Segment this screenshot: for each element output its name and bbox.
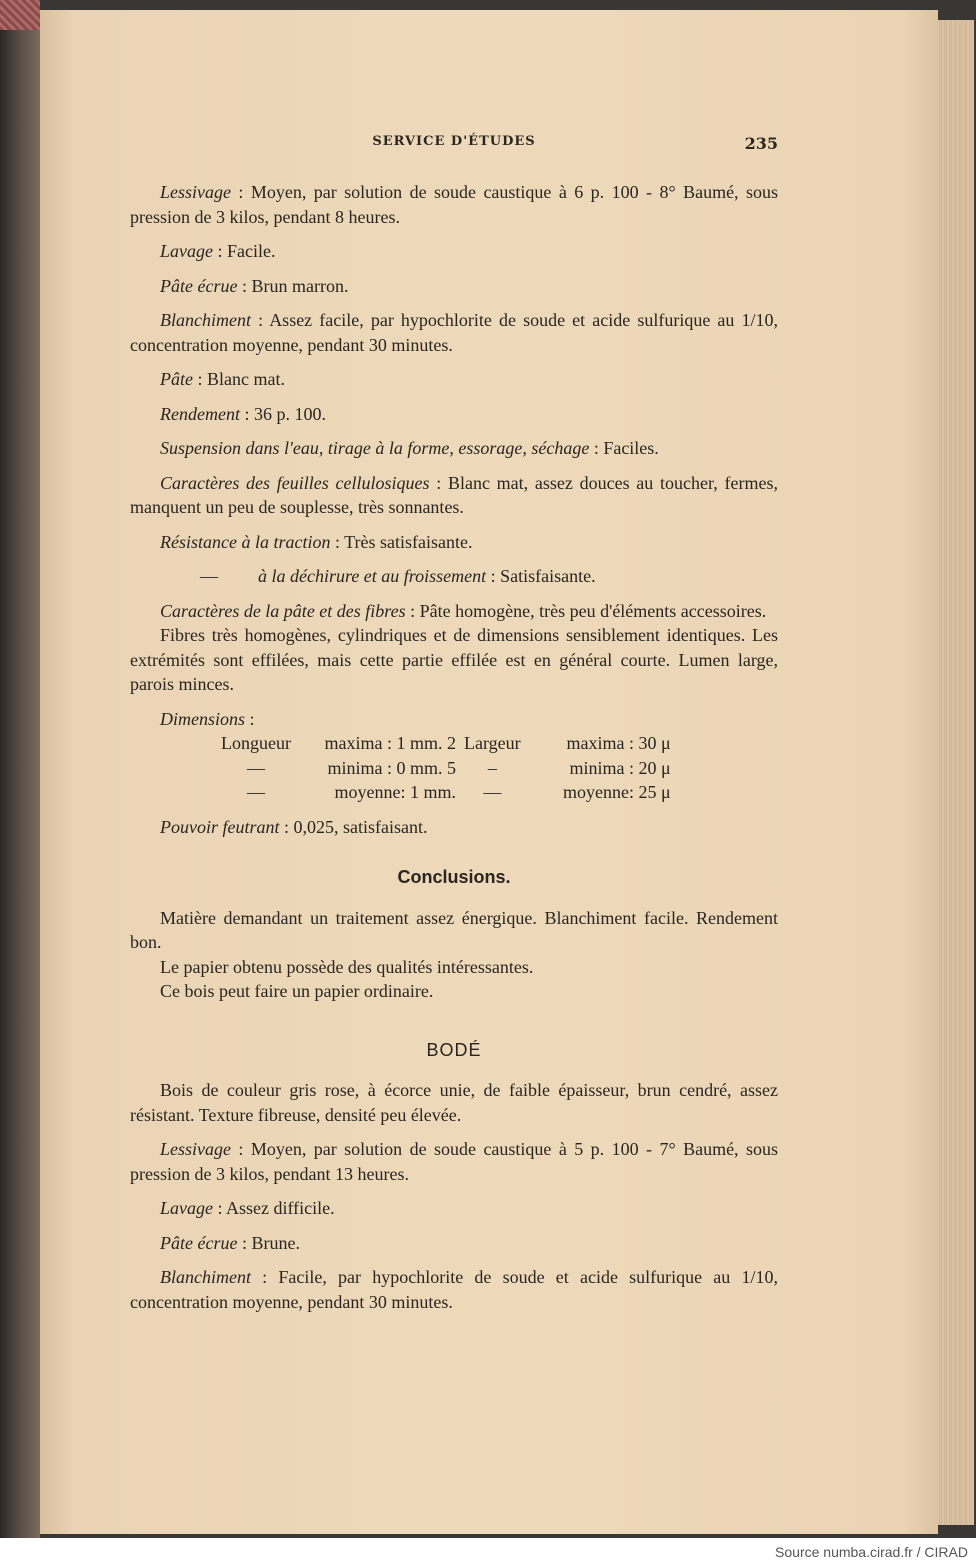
text-dechirure: : Satisfaisante. <box>486 566 596 586</box>
dimensions-cell: Largeur <box>464 733 521 753</box>
dimensions-row <box>206 731 671 756</box>
page-number: 235 <box>744 134 778 153</box>
label-caracteres-pate: Caractères de la pâte et des fibres <box>160 600 406 621</box>
label-lessivage: Lessivage <box>160 182 231 202</box>
label-resistance: Résistance à la traction <box>160 531 331 552</box>
bode-text-lavage: : Assez difficile. <box>213 1198 335 1218</box>
label-dimensions: Dimensions <box>160 708 245 729</box>
text-caracteres-feuilles: : Blanc mat, assez douces au toucher, fermes, manquent un peu de souplesse, très sonnantes. <box>130 472 778 517</box>
binding-headband <box>0 0 40 30</box>
paragraph-dechirure <box>130 564 778 589</box>
label-suspension: Suspension dans l'eau, tirage à la forme, essorage, séchage <box>160 438 590 458</box>
running-head: SERVICE D'ÉTUDES <box>372 134 536 149</box>
conclusions-heading: Conclusions. <box>397 867 511 887</box>
paragraph-lavage <box>130 239 778 264</box>
bode-text-lessivage: : Moyen, par solution de soude caustique à 5 p. 100 - 7° Baumé, sous pression de 3 kilos, pendant 13 heures. <box>130 1139 778 1184</box>
label-pouvoir: Pouvoir feutrant <box>160 816 280 837</box>
dimensions-cell: minima : 20 μ <box>569 757 671 778</box>
dimensions-cell: minima : 0 mm. 5 <box>327 757 456 778</box>
label-lavage: Lavage <box>160 241 213 261</box>
dimensions-cell: maxima : 30 μ <box>566 733 671 753</box>
dimensions-cell: moyenne: 1 mm. <box>334 782 456 802</box>
dimensions-cell: — <box>247 757 265 778</box>
dimensions-cell: — <box>247 782 265 802</box>
bode-text-pate-ecrue: : Brune. <box>237 1232 300 1253</box>
dimensions-cell: – <box>487 757 497 778</box>
bode-text-blanchiment: : Facile, par hypochlorite de soude et acide sulfurique au 1/10, concentration moyenne, pendant 30 minutes. <box>130 1267 778 1312</box>
paragraph-blanchiment <box>130 308 778 357</box>
bode-label-pate-ecrue: Pâte écrue <box>160 1232 238 1253</box>
label-caracteres-feuilles: Caractères des feuilles cellulosiques <box>160 472 430 493</box>
dimensions-row <box>206 780 671 805</box>
text-lavage: : Facile. <box>213 241 276 261</box>
dimensions-table <box>130 731 778 805</box>
paragraph-pate-ecrue <box>130 274 778 299</box>
ditto-dash: — <box>200 566 218 586</box>
paragraph-fibres: Fibres très homogènes, cylindriques et de dimensions sensiblement identiques. Les extrémités sont effilées, mais cette partie effilée est en général courte. Lumen large, parois minces. <box>130 625 778 694</box>
bode-description: Bois de couleur gris rose, à écorce unie, de faible épaisseur, brun cendré, assez résistant. Texture fibreuse, densité peu élevée. <box>130 1080 778 1125</box>
conclusion-paragraph-3: Ce bois peut faire un papier ordinaire. <box>160 981 434 1001</box>
species-heading-bode: BODÉ <box>426 1039 482 1060</box>
text-suspension: : Faciles. <box>589 438 659 458</box>
page-body <box>130 180 778 1324</box>
bode-label-lavage: Lavage <box>160 1198 213 1218</box>
label-pate: Pâte <box>160 369 193 389</box>
text-blanchiment: : Assez facile, par hypochlorite de soude et acide sulfurique au 1/10, concentration moyenne, pendant 30 minutes. <box>130 310 778 355</box>
paragraph-caracteres-pate <box>130 599 778 624</box>
conclusion-paragraph-2: Le papier obtenu possède des qualités intéressantes. <box>160 956 534 977</box>
label-rendement: Rendement <box>160 403 240 424</box>
text-lessivage: : Moyen, par solution de soude caustique à 6 p. 100 - 8° Baumé, sous pression de 3 kilos, pendant 8 heures. <box>130 182 778 227</box>
paragraph-rendement <box>130 402 778 427</box>
text-pate: : Blanc mat. <box>193 369 285 389</box>
bode-label-blanchiment: Blanchiment <box>160 1267 251 1287</box>
label-pate-ecrue: Pâte écrue <box>160 275 238 296</box>
conclusion-paragraph-1: Matière demandant un traitement assez énergique. Blanchiment facile. Rendement bon. <box>130 907 778 952</box>
paragraph-resistance <box>130 530 778 555</box>
dimensions-cell: moyenne: 25 μ <box>563 782 671 802</box>
dimensions-colon: : <box>245 708 255 729</box>
dimensions-cell: Longueur <box>221 733 291 753</box>
text-caracteres-pate: : Pâte homogène, très peu d'éléments accessoires. <box>405 600 767 621</box>
dimensions-row <box>206 756 671 781</box>
dimensions-cell: maxima : 1 mm. 2 <box>324 733 456 753</box>
paragraph-pouvoir <box>130 815 778 840</box>
paragraph-caracteres-feuilles <box>130 471 778 520</box>
source-credit: Source numba.cirad.fr / CIRAD <box>775 1544 968 1560</box>
text-rendement: : 36 p. 100. <box>239 403 326 424</box>
text-pate-ecrue: : Brun marron. <box>237 275 349 296</box>
dimensions-cell: — <box>483 782 502 802</box>
text-pouvoir: : 0,025, satisfaisant. <box>279 816 428 837</box>
bode-label-lessivage: Lessivage <box>160 1139 231 1159</box>
text-resistance: : Très satisfaisante. <box>330 531 473 552</box>
bode-paragraph-lavage <box>130 1196 778 1221</box>
page-header <box>130 134 778 158</box>
paragraph-pate <box>130 367 778 392</box>
bode-paragraph-lessivage <box>130 1137 778 1186</box>
paragraph-lessivage <box>130 180 778 229</box>
label-dechirure: à la déchirure et au froissement <box>258 566 487 586</box>
bode-paragraph-blanchiment <box>130 1265 778 1314</box>
label-blanchiment: Blanchiment <box>160 310 251 330</box>
paragraph-suspension <box>130 436 778 461</box>
paragraph-dimensions-heading <box>130 707 778 732</box>
book-binding <box>0 0 40 1538</box>
bode-paragraph-pate-ecrue <box>130 1231 778 1256</box>
